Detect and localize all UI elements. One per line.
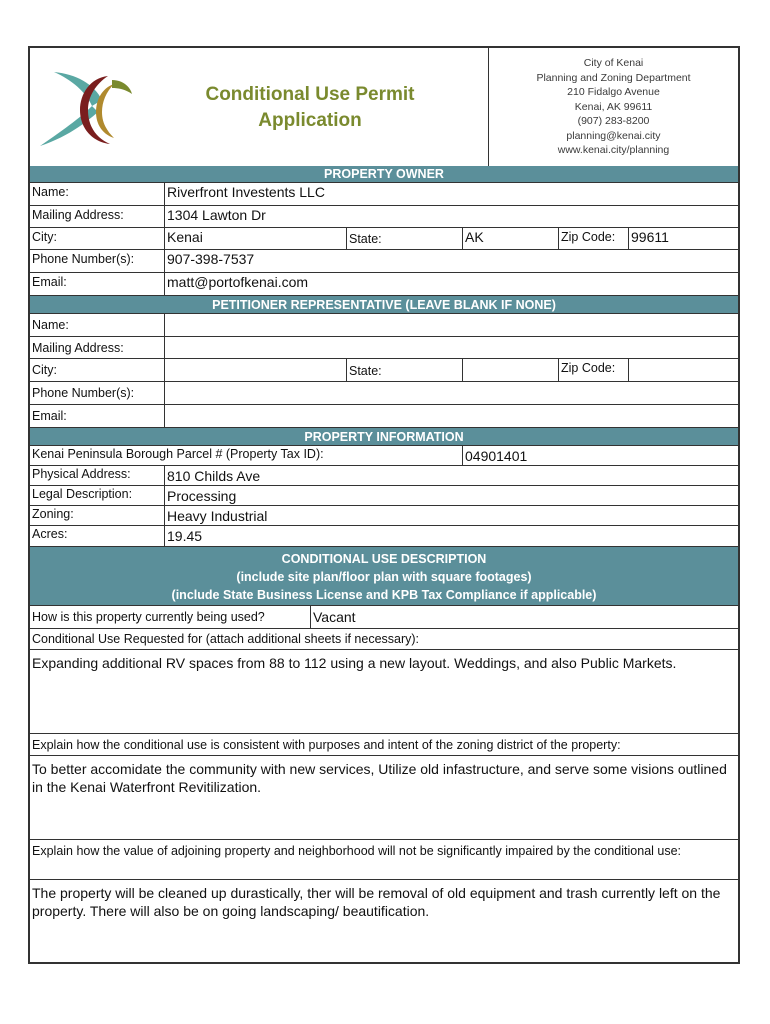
petitioner-email-field[interactable] [164,405,738,427]
petitioner-city-label: City: [32,363,57,377]
petitioner-city-field[interactable] [164,359,346,381]
acres-field[interactable]: 19.45 [164,526,738,546]
requested-label-row [30,629,738,650]
owner-email-row [30,273,738,295]
contact-line: Kenai, AK 99611 [574,100,653,113]
section-description-note-1: (include site plan/floor plan with square footages) [236,570,532,584]
owner-mailing-field[interactable]: 1304 Lawton Dr [164,206,738,227]
section-description-title: CONDITIONAL USE DESCRIPTION [281,552,487,566]
owner-mailing-label: Mailing Address: [32,208,124,222]
owner-state-label: State: [346,228,462,249]
petitioner-phone-label: Phone Number(s): [32,386,135,400]
legal-label: Legal Description: [32,487,133,501]
value-label-row [30,840,738,880]
owner-zip-label: Zip Code: [558,228,628,249]
petitioner-name-field[interactable] [164,314,738,336]
address-field[interactable]: 810 Childs Ave [164,466,738,485]
permit-application-form [28,46,740,964]
acres-label: Acres: [32,527,68,541]
form-header [30,48,738,167]
address-label: Physical Address: [32,467,131,481]
legal-field[interactable]: Processing [164,486,738,505]
value-row [30,880,738,964]
petitioner-phone-field[interactable] [164,382,738,404]
owner-city-field[interactable]: Kenai [164,228,346,249]
owner-city-row [30,228,738,250]
owner-name-row [30,183,738,206]
city-logo-icon [36,66,136,150]
requested-row [30,650,738,734]
section-conditional-use-description [30,546,738,606]
owner-phone-row [30,250,738,273]
title-line-1: Conditional Use Permit [205,84,415,105]
value-label: Explain how the value of adjoining property and neighborhood will not be significantly impaired by the conditional use: [32,844,682,858]
consistent-row [30,756,738,840]
legal-row [30,486,738,506]
petitioner-name-label: Name: [32,318,69,332]
petitioner-email-row [30,405,738,427]
petitioner-email-label: Email: [32,409,67,423]
parcel-row [30,446,738,466]
contact-email: planning@kenai.city [566,129,661,142]
parcel-field[interactable]: 04901401 [462,446,738,465]
zoning-row [30,506,738,526]
section-petitioner-representative: PETITIONER REPRESENTATIVE (LEAVE BLANK IF NONE) [30,295,738,314]
owner-email-field[interactable]: matt@portofkenai.com [164,273,738,295]
value-field[interactable]: The property will be cleaned up durastically, ther will be removal of old equipment and trash currently left on the property. There will also be on going landscaping/ beautification. [32,885,721,919]
petitioner-state-label: State: [346,359,462,381]
petitioner-mailing-row [30,337,738,359]
department-contact [488,48,738,166]
contact-line: Planning and Zoning Department [536,71,691,84]
contact-line: City of Kenai [583,57,644,69]
section-description-note-2: (include State Business License and KPB Tax Compliance if applicable) [171,588,597,602]
owner-phone-field[interactable]: 907-398-7537 [164,250,738,272]
owner-city-label: City: [32,230,57,244]
contact-website: www.kenai.city/planning [557,144,670,156]
acres-row [30,526,738,546]
petitioner-zip-label: Zip Code: [558,359,628,381]
owner-name-field[interactable]: Riverfront Investents LLC [164,183,738,205]
zoning-label: Zoning: [32,507,74,521]
petitioner-name-row [30,314,738,337]
owner-phone-label: Phone Number(s): [32,252,135,266]
consistent-field[interactable]: To better accomidate the community with new services, Utilize old infastructure, and serve some visions outlined in the Kenai Waterfront Revitilization. [32,761,727,795]
petitioner-city-row [30,359,738,382]
owner-zip-field[interactable]: 99611 [628,228,738,249]
consistent-label-row [30,734,738,756]
petitioner-zip-field[interactable] [628,359,738,381]
requested-field[interactable]: Expanding additional RV spaces from 88 to 112 using a new layout. Weddings, and also Public Markets. [32,655,677,671]
contact-line: 210 Fidalgo Avenue [567,86,660,98]
consistent-label: Explain how the conditional use is consistent with purposes and intent of the zoning district of the property: [32,738,621,752]
title-line-2: Application [258,110,362,131]
contact-line: (907) 283-8200 [577,115,650,127]
petitioner-mailing-field[interactable] [164,337,738,358]
owner-email-label: Email: [32,275,67,289]
address-row [30,466,738,486]
form-title [180,82,440,134]
current-use-row [30,606,738,629]
section-property-owner: PROPERTY OWNER [30,166,738,183]
petitioner-state-field[interactable] [462,359,558,381]
petitioner-mailing-label: Mailing Address: [32,341,124,355]
requested-label: Conditional Use Requested for (attach additional sheets if necessary): [32,632,420,646]
current-use-label: How is this property currently being used? [32,610,265,624]
petitioner-phone-row [30,382,738,405]
owner-mailing-row [30,206,738,228]
zoning-field[interactable]: Heavy Industrial [164,506,738,525]
owner-state-field[interactable]: AK [462,228,558,249]
parcel-label: Kenai Peninsula Borough Parcel # (Property Tax ID): [32,447,324,461]
owner-name-label: Name: [32,185,69,199]
section-property-information: PROPERTY INFORMATION [30,427,738,446]
current-use-field[interactable]: Vacant [310,606,738,628]
